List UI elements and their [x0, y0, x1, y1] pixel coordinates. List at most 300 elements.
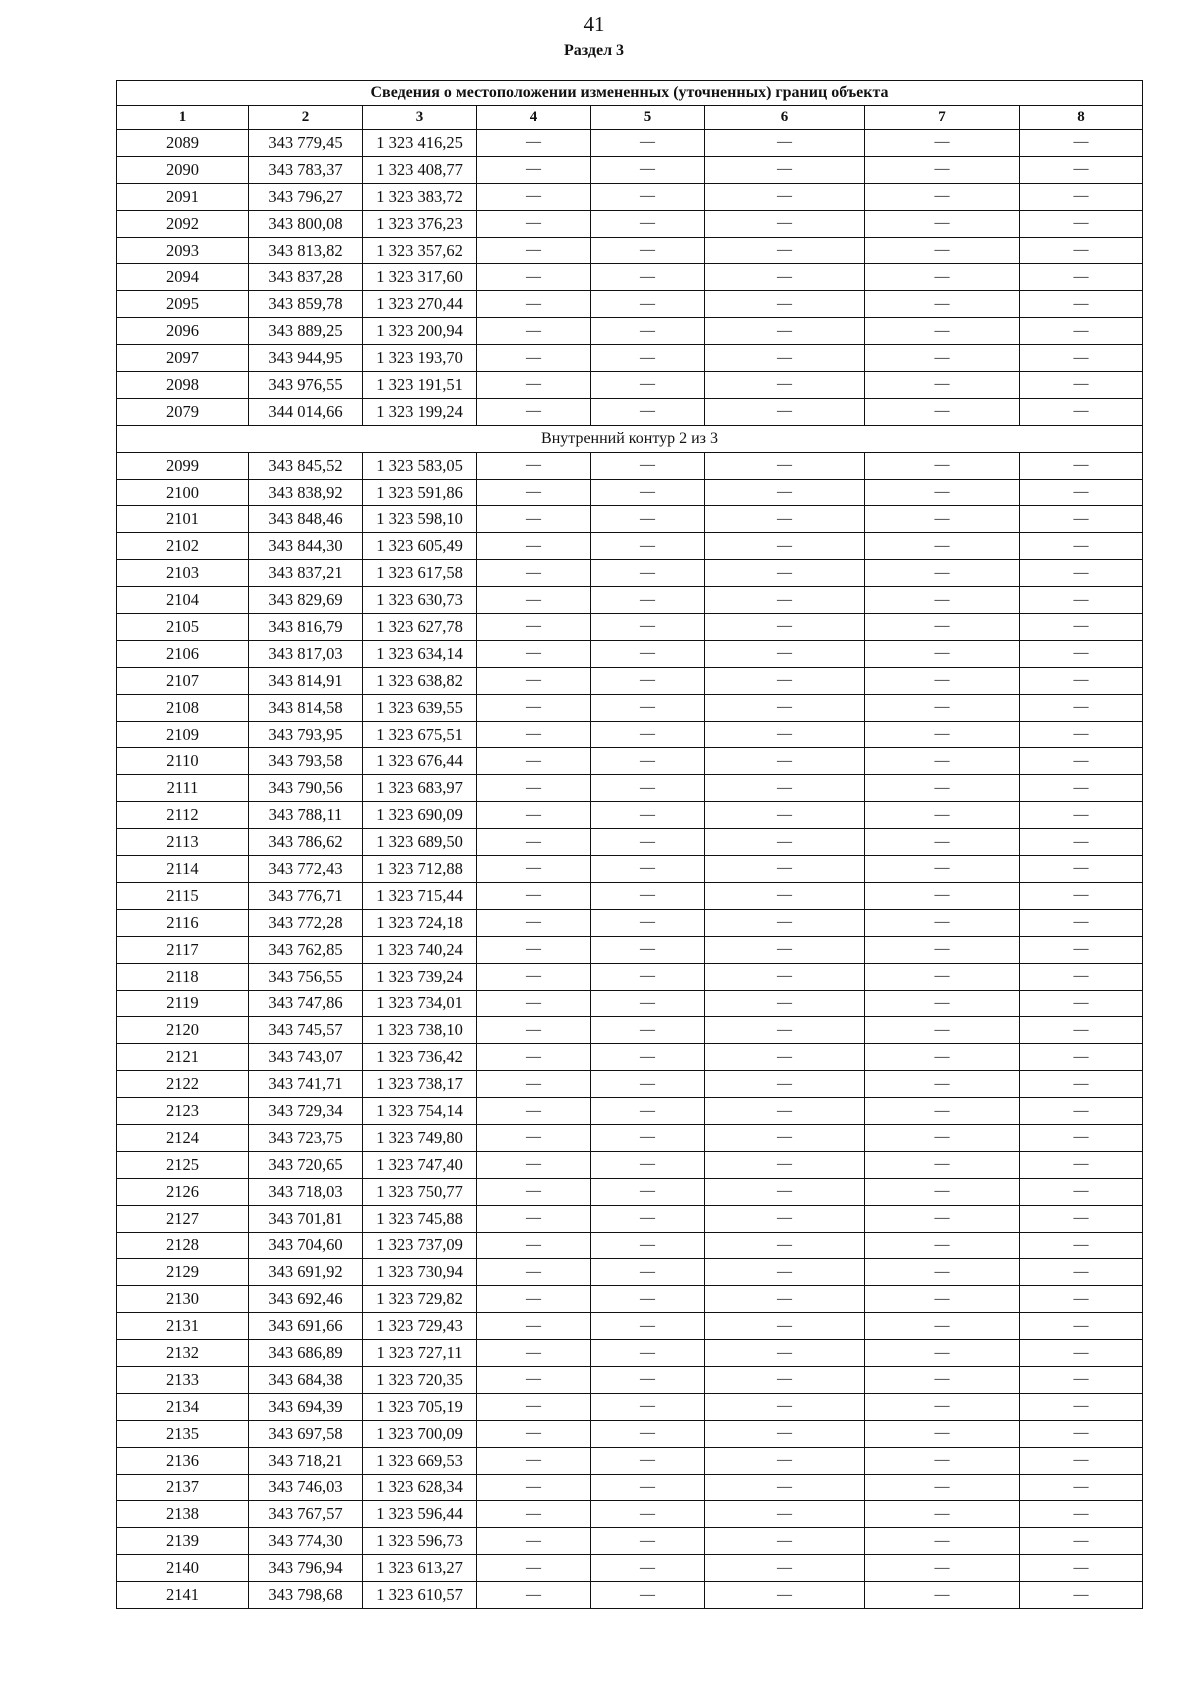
x-coordinate-cell: 343 786,62: [249, 829, 363, 856]
y-coordinate-cell: 1 323 727,11: [363, 1340, 477, 1367]
empty-value-dash: —: [705, 775, 865, 802]
x-coordinate-cell: 343 793,95: [249, 721, 363, 748]
empty-value-dash: —: [865, 856, 1020, 883]
empty-value-dash: —: [477, 1044, 591, 1071]
x-coordinate-cell: 343 756,55: [249, 963, 363, 990]
column-number: 5: [591, 106, 705, 130]
empty-value-dash: —: [591, 775, 705, 802]
empty-value-dash: —: [1020, 775, 1143, 802]
point-number-cell: 2091: [117, 183, 249, 210]
empty-value-dash: —: [1020, 1313, 1143, 1340]
table-row: [117, 990, 1143, 1017]
empty-value-dash: —: [865, 1447, 1020, 1474]
table-row: [117, 802, 1143, 829]
empty-value-dash: —: [591, 264, 705, 291]
empty-value-dash: —: [865, 802, 1020, 829]
empty-value-dash: —: [705, 237, 865, 264]
point-number-cell: 2109: [117, 721, 249, 748]
empty-value-dash: —: [477, 1555, 591, 1582]
x-coordinate-cell: 343 691,66: [249, 1313, 363, 1340]
empty-value-dash: —: [865, 1286, 1020, 1313]
x-coordinate-cell: 343 976,55: [249, 372, 363, 399]
empty-value-dash: —: [591, 1232, 705, 1259]
empty-value-dash: —: [591, 398, 705, 425]
empty-value-dash: —: [865, 775, 1020, 802]
column-number: 1: [117, 106, 249, 130]
point-number-cell: 2096: [117, 318, 249, 345]
empty-value-dash: —: [705, 533, 865, 560]
empty-value-dash: —: [591, 1393, 705, 1420]
table-row: [117, 1286, 1143, 1313]
empty-value-dash: —: [705, 829, 865, 856]
empty-value-dash: —: [705, 1366, 865, 1393]
empty-value-dash: —: [477, 479, 591, 506]
empty-value-dash: —: [477, 640, 591, 667]
empty-value-dash: —: [1020, 1555, 1143, 1582]
empty-value-dash: —: [705, 748, 865, 775]
x-coordinate-cell: 343 838,92: [249, 479, 363, 506]
empty-value-dash: —: [477, 802, 591, 829]
table-row: [117, 318, 1143, 345]
empty-value-dash: —: [1020, 1420, 1143, 1447]
empty-value-dash: —: [1020, 721, 1143, 748]
point-number-cell: 2125: [117, 1151, 249, 1178]
point-number-cell: 2101: [117, 506, 249, 533]
empty-value-dash: —: [705, 882, 865, 909]
point-number-cell: 2134: [117, 1393, 249, 1420]
empty-value-dash: —: [1020, 398, 1143, 425]
empty-value-dash: —: [477, 264, 591, 291]
table-header: [117, 81, 1143, 130]
contour-row: [117, 425, 1143, 452]
empty-value-dash: —: [477, 183, 591, 210]
y-coordinate-cell: 1 323 738,17: [363, 1071, 477, 1098]
empty-value-dash: —: [591, 1582, 705, 1609]
y-coordinate-cell: 1 323 193,70: [363, 345, 477, 372]
table-row: [117, 237, 1143, 264]
empty-value-dash: —: [705, 1582, 865, 1609]
empty-value-dash: —: [591, 130, 705, 157]
y-coordinate-cell: 1 323 738,10: [363, 1017, 477, 1044]
point-number-cell: 2090: [117, 156, 249, 183]
x-coordinate-cell: 343 741,71: [249, 1071, 363, 1098]
empty-value-dash: —: [591, 506, 705, 533]
point-number-cell: 2120: [117, 1017, 249, 1044]
empty-value-dash: —: [477, 829, 591, 856]
table-row: [117, 936, 1143, 963]
empty-value-dash: —: [477, 1151, 591, 1178]
empty-value-dash: —: [1020, 1340, 1143, 1367]
empty-value-dash: —: [591, 318, 705, 345]
y-coordinate-cell: 1 323 724,18: [363, 909, 477, 936]
empty-value-dash: —: [591, 748, 705, 775]
empty-value-dash: —: [591, 856, 705, 883]
y-coordinate-cell: 1 323 376,23: [363, 210, 477, 237]
y-coordinate-cell: 1 323 689,50: [363, 829, 477, 856]
point-number-cell: 2135: [117, 1420, 249, 1447]
point-number-cell: 2115: [117, 882, 249, 909]
empty-value-dash: —: [477, 1393, 591, 1420]
y-coordinate-cell: 1 323 730,94: [363, 1259, 477, 1286]
table-row: [117, 1447, 1143, 1474]
x-coordinate-cell: 343 686,89: [249, 1340, 363, 1367]
x-coordinate-cell: 343 798,68: [249, 1582, 363, 1609]
empty-value-dash: —: [591, 345, 705, 372]
empty-value-dash: —: [477, 372, 591, 399]
table-row: [117, 372, 1143, 399]
y-coordinate-cell: 1 323 690,09: [363, 802, 477, 829]
empty-value-dash: —: [477, 882, 591, 909]
empty-value-dash: —: [1020, 560, 1143, 587]
empty-value-dash: —: [705, 183, 865, 210]
y-coordinate-cell: 1 323 720,35: [363, 1366, 477, 1393]
empty-value-dash: —: [865, 318, 1020, 345]
y-coordinate-cell: 1 323 591,86: [363, 479, 477, 506]
x-coordinate-cell: 343 691,92: [249, 1259, 363, 1286]
empty-value-dash: —: [865, 452, 1020, 479]
table-row: [117, 1555, 1143, 1582]
empty-value-dash: —: [1020, 1071, 1143, 1098]
x-coordinate-cell: 343 796,27: [249, 183, 363, 210]
empty-value-dash: —: [1020, 1232, 1143, 1259]
x-coordinate-cell: 343 796,94: [249, 1555, 363, 1582]
empty-value-dash: —: [591, 1286, 705, 1313]
empty-value-dash: —: [477, 1474, 591, 1501]
empty-value-dash: —: [1020, 1366, 1143, 1393]
x-coordinate-cell: 343 692,46: [249, 1286, 363, 1313]
empty-value-dash: —: [865, 667, 1020, 694]
empty-value-dash: —: [705, 479, 865, 506]
empty-value-dash: —: [477, 533, 591, 560]
empty-value-dash: —: [477, 1232, 591, 1259]
y-coordinate-cell: 1 323 191,51: [363, 372, 477, 399]
table-row: [117, 667, 1143, 694]
x-coordinate-cell: 343 816,79: [249, 614, 363, 641]
point-number-cell: 2108: [117, 694, 249, 721]
empty-value-dash: —: [705, 1474, 865, 1501]
x-coordinate-cell: 343 745,57: [249, 1017, 363, 1044]
empty-value-dash: —: [705, 1098, 865, 1125]
table-row: [117, 1501, 1143, 1528]
empty-value-dash: —: [705, 1286, 865, 1313]
coordinates-table: [116, 80, 1143, 1609]
empty-value-dash: —: [705, 452, 865, 479]
y-coordinate-cell: 1 323 739,24: [363, 963, 477, 990]
empty-value-dash: —: [865, 1232, 1020, 1259]
empty-value-dash: —: [705, 1501, 865, 1528]
point-number-cell: 2107: [117, 667, 249, 694]
table-row: [117, 398, 1143, 425]
empty-value-dash: —: [591, 1098, 705, 1125]
y-coordinate-cell: 1 323 598,10: [363, 506, 477, 533]
point-number-cell: 2092: [117, 210, 249, 237]
point-number-cell: 2112: [117, 802, 249, 829]
empty-value-dash: —: [865, 1474, 1020, 1501]
empty-value-dash: —: [1020, 237, 1143, 264]
table-row: [117, 1393, 1143, 1420]
empty-value-dash: —: [705, 1124, 865, 1151]
point-number-cell: 2127: [117, 1205, 249, 1232]
x-coordinate-cell: 343 800,08: [249, 210, 363, 237]
point-number-cell: 2113: [117, 829, 249, 856]
empty-value-dash: —: [865, 640, 1020, 667]
empty-value-dash: —: [1020, 909, 1143, 936]
page-number: 41: [583, 12, 605, 36]
empty-value-dash: —: [591, 936, 705, 963]
point-number-cell: 2117: [117, 936, 249, 963]
empty-value-dash: —: [477, 1340, 591, 1367]
point-number-cell: 2099: [117, 452, 249, 479]
table-row: [117, 1259, 1143, 1286]
point-number-cell: 2111: [117, 775, 249, 802]
x-coordinate-cell: 343 776,71: [249, 882, 363, 909]
empty-value-dash: —: [705, 130, 865, 157]
empty-value-dash: —: [865, 345, 1020, 372]
empty-value-dash: —: [1020, 1098, 1143, 1125]
empty-value-dash: —: [591, 1474, 705, 1501]
empty-value-dash: —: [865, 1017, 1020, 1044]
empty-value-dash: —: [865, 1098, 1020, 1125]
point-number-cell: 2089: [117, 130, 249, 157]
x-coordinate-cell: 343 718,21: [249, 1447, 363, 1474]
empty-value-dash: —: [705, 587, 865, 614]
empty-value-dash: —: [705, 667, 865, 694]
empty-value-dash: —: [865, 130, 1020, 157]
table-row: [117, 1124, 1143, 1151]
empty-value-dash: —: [705, 506, 865, 533]
x-coordinate-cell: 343 837,21: [249, 560, 363, 587]
empty-value-dash: —: [591, 452, 705, 479]
column-number-row: [117, 106, 1143, 130]
empty-value-dash: —: [705, 802, 865, 829]
empty-value-dash: —: [865, 614, 1020, 641]
x-coordinate-cell: 343 783,37: [249, 156, 363, 183]
y-coordinate-cell: 1 323 683,97: [363, 775, 477, 802]
y-coordinate-cell: 1 323 675,51: [363, 721, 477, 748]
empty-value-dash: —: [1020, 829, 1143, 856]
empty-value-dash: —: [591, 560, 705, 587]
empty-value-dash: —: [1020, 587, 1143, 614]
empty-value-dash: —: [865, 990, 1020, 1017]
empty-value-dash: —: [591, 667, 705, 694]
y-coordinate-cell: 1 323 630,73: [363, 587, 477, 614]
x-coordinate-cell: 343 837,28: [249, 264, 363, 291]
empty-value-dash: —: [865, 721, 1020, 748]
table-row: [117, 291, 1143, 318]
empty-value-dash: —: [591, 1071, 705, 1098]
y-coordinate-cell: 1 323 740,24: [363, 936, 477, 963]
table-row: [117, 640, 1143, 667]
table-row: [117, 1420, 1143, 1447]
empty-value-dash: —: [591, 156, 705, 183]
empty-value-dash: —: [865, 936, 1020, 963]
empty-value-dash: —: [865, 560, 1020, 587]
empty-value-dash: —: [477, 130, 591, 157]
y-coordinate-cell: 1 323 610,57: [363, 1582, 477, 1609]
x-coordinate-cell: 343 729,34: [249, 1098, 363, 1125]
x-coordinate-cell: 343 762,85: [249, 936, 363, 963]
empty-value-dash: —: [477, 856, 591, 883]
empty-value-dash: —: [477, 721, 591, 748]
empty-value-dash: —: [591, 210, 705, 237]
point-number-cell: 2104: [117, 587, 249, 614]
y-coordinate-cell: 1 323 737,09: [363, 1232, 477, 1259]
y-coordinate-cell: 1 323 754,14: [363, 1098, 477, 1125]
empty-value-dash: —: [705, 963, 865, 990]
empty-value-dash: —: [477, 936, 591, 963]
y-coordinate-cell: 1 323 383,72: [363, 183, 477, 210]
empty-value-dash: —: [591, 829, 705, 856]
point-number-cell: 2102: [117, 533, 249, 560]
x-coordinate-cell: 343 720,65: [249, 1151, 363, 1178]
empty-value-dash: —: [1020, 291, 1143, 318]
empty-value-dash: —: [591, 1313, 705, 1340]
y-coordinate-cell: 1 323 747,40: [363, 1151, 477, 1178]
table-row: [117, 1366, 1143, 1393]
empty-value-dash: —: [477, 1528, 591, 1555]
empty-value-dash: —: [591, 1124, 705, 1151]
empty-value-dash: —: [1020, 1151, 1143, 1178]
empty-value-dash: —: [865, 1340, 1020, 1367]
column-number: 8: [1020, 106, 1143, 130]
empty-value-dash: —: [477, 1098, 591, 1125]
y-coordinate-cell: 1 323 669,53: [363, 1447, 477, 1474]
y-coordinate-cell: 1 323 676,44: [363, 748, 477, 775]
y-coordinate-cell: 1 323 617,58: [363, 560, 477, 587]
empty-value-dash: —: [1020, 1124, 1143, 1151]
empty-value-dash: —: [477, 1501, 591, 1528]
empty-value-dash: —: [477, 210, 591, 237]
empty-value-dash: —: [865, 210, 1020, 237]
empty-value-dash: —: [705, 560, 865, 587]
column-number: 7: [865, 106, 1020, 130]
empty-value-dash: —: [865, 183, 1020, 210]
y-coordinate-cell: 1 323 729,43: [363, 1313, 477, 1340]
empty-value-dash: —: [865, 1420, 1020, 1447]
empty-value-dash: —: [591, 963, 705, 990]
table-row: [117, 963, 1143, 990]
x-coordinate-cell: 343 694,39: [249, 1393, 363, 1420]
x-coordinate-cell: 343 767,57: [249, 1501, 363, 1528]
empty-value-dash: —: [477, 452, 591, 479]
empty-value-dash: —: [705, 909, 865, 936]
table-row: [117, 587, 1143, 614]
x-coordinate-cell: 343 774,30: [249, 1528, 363, 1555]
empty-value-dash: —: [705, 936, 865, 963]
column-number: 6: [705, 106, 865, 130]
point-number-cell: 2133: [117, 1366, 249, 1393]
x-coordinate-cell: 343 746,03: [249, 1474, 363, 1501]
table-row: [117, 345, 1143, 372]
empty-value-dash: —: [1020, 1205, 1143, 1232]
empty-value-dash: —: [591, 1259, 705, 1286]
empty-value-dash: —: [1020, 1582, 1143, 1609]
table-row: [117, 1232, 1143, 1259]
empty-value-dash: —: [1020, 533, 1143, 560]
x-coordinate-cell: 343 779,45: [249, 130, 363, 157]
table-row: [117, 614, 1143, 641]
empty-value-dash: —: [865, 372, 1020, 399]
empty-value-dash: —: [1020, 1044, 1143, 1071]
empty-value-dash: —: [591, 802, 705, 829]
empty-value-dash: —: [477, 291, 591, 318]
x-coordinate-cell: 343 817,03: [249, 640, 363, 667]
table-row: [117, 1474, 1143, 1501]
point-number-cell: 2114: [117, 856, 249, 883]
table-row: [117, 533, 1143, 560]
empty-value-dash: —: [591, 721, 705, 748]
table-row: [117, 156, 1143, 183]
point-number-cell: 2098: [117, 372, 249, 399]
y-coordinate-cell: 1 323 596,73: [363, 1528, 477, 1555]
empty-value-dash: —: [865, 1259, 1020, 1286]
y-coordinate-cell: 1 323 705,19: [363, 1393, 477, 1420]
empty-value-dash: —: [477, 1259, 591, 1286]
empty-value-dash: —: [865, 264, 1020, 291]
x-coordinate-cell: 343 788,11: [249, 802, 363, 829]
empty-value-dash: —: [1020, 264, 1143, 291]
x-coordinate-cell: 343 743,07: [249, 1044, 363, 1071]
table-row: [117, 560, 1143, 587]
table-row: [117, 1044, 1143, 1071]
empty-value-dash: —: [865, 829, 1020, 856]
empty-value-dash: —: [591, 1555, 705, 1582]
y-coordinate-cell: 1 323 628,34: [363, 1474, 477, 1501]
column-number: 3: [363, 106, 477, 130]
empty-value-dash: —: [705, 372, 865, 399]
empty-value-dash: —: [477, 748, 591, 775]
y-coordinate-cell: 1 323 605,49: [363, 533, 477, 560]
table-row: [117, 506, 1143, 533]
empty-value-dash: —: [591, 640, 705, 667]
empty-value-dash: —: [865, 1124, 1020, 1151]
empty-value-dash: —: [591, 882, 705, 909]
empty-value-dash: —: [477, 1017, 591, 1044]
x-coordinate-cell: 343 747,86: [249, 990, 363, 1017]
empty-value-dash: —: [865, 882, 1020, 909]
y-coordinate-cell: 1 323 317,60: [363, 264, 477, 291]
x-coordinate-cell: 343 848,46: [249, 506, 363, 533]
table-row: [117, 1528, 1143, 1555]
empty-value-dash: —: [705, 990, 865, 1017]
empty-value-dash: —: [477, 1286, 591, 1313]
table-row: [117, 909, 1143, 936]
y-coordinate-cell: 1 323 596,44: [363, 1501, 477, 1528]
point-number-cell: 2141: [117, 1582, 249, 1609]
point-number-cell: 2139: [117, 1528, 249, 1555]
empty-value-dash: —: [591, 909, 705, 936]
table-caption: Сведения о местоположении измененных (уточненных) границ объекта: [117, 81, 1143, 106]
y-coordinate-cell: 1 323 416,25: [363, 130, 477, 157]
empty-value-dash: —: [865, 1178, 1020, 1205]
empty-value-dash: —: [591, 1340, 705, 1367]
y-coordinate-cell: 1 323 745,88: [363, 1205, 477, 1232]
table-row: [117, 829, 1143, 856]
empty-value-dash: —: [705, 210, 865, 237]
empty-value-dash: —: [865, 1501, 1020, 1528]
empty-value-dash: —: [1020, 1474, 1143, 1501]
empty-value-dash: —: [705, 1313, 865, 1340]
point-number-cell: 2122: [117, 1071, 249, 1098]
empty-value-dash: —: [591, 479, 705, 506]
empty-value-dash: —: [865, 291, 1020, 318]
point-number-cell: 2137: [117, 1474, 249, 1501]
empty-value-dash: —: [1020, 640, 1143, 667]
y-coordinate-cell: 1 323 270,44: [363, 291, 477, 318]
empty-value-dash: —: [477, 1205, 591, 1232]
x-coordinate-cell: 343 889,25: [249, 318, 363, 345]
point-number-cell: 2095: [117, 291, 249, 318]
